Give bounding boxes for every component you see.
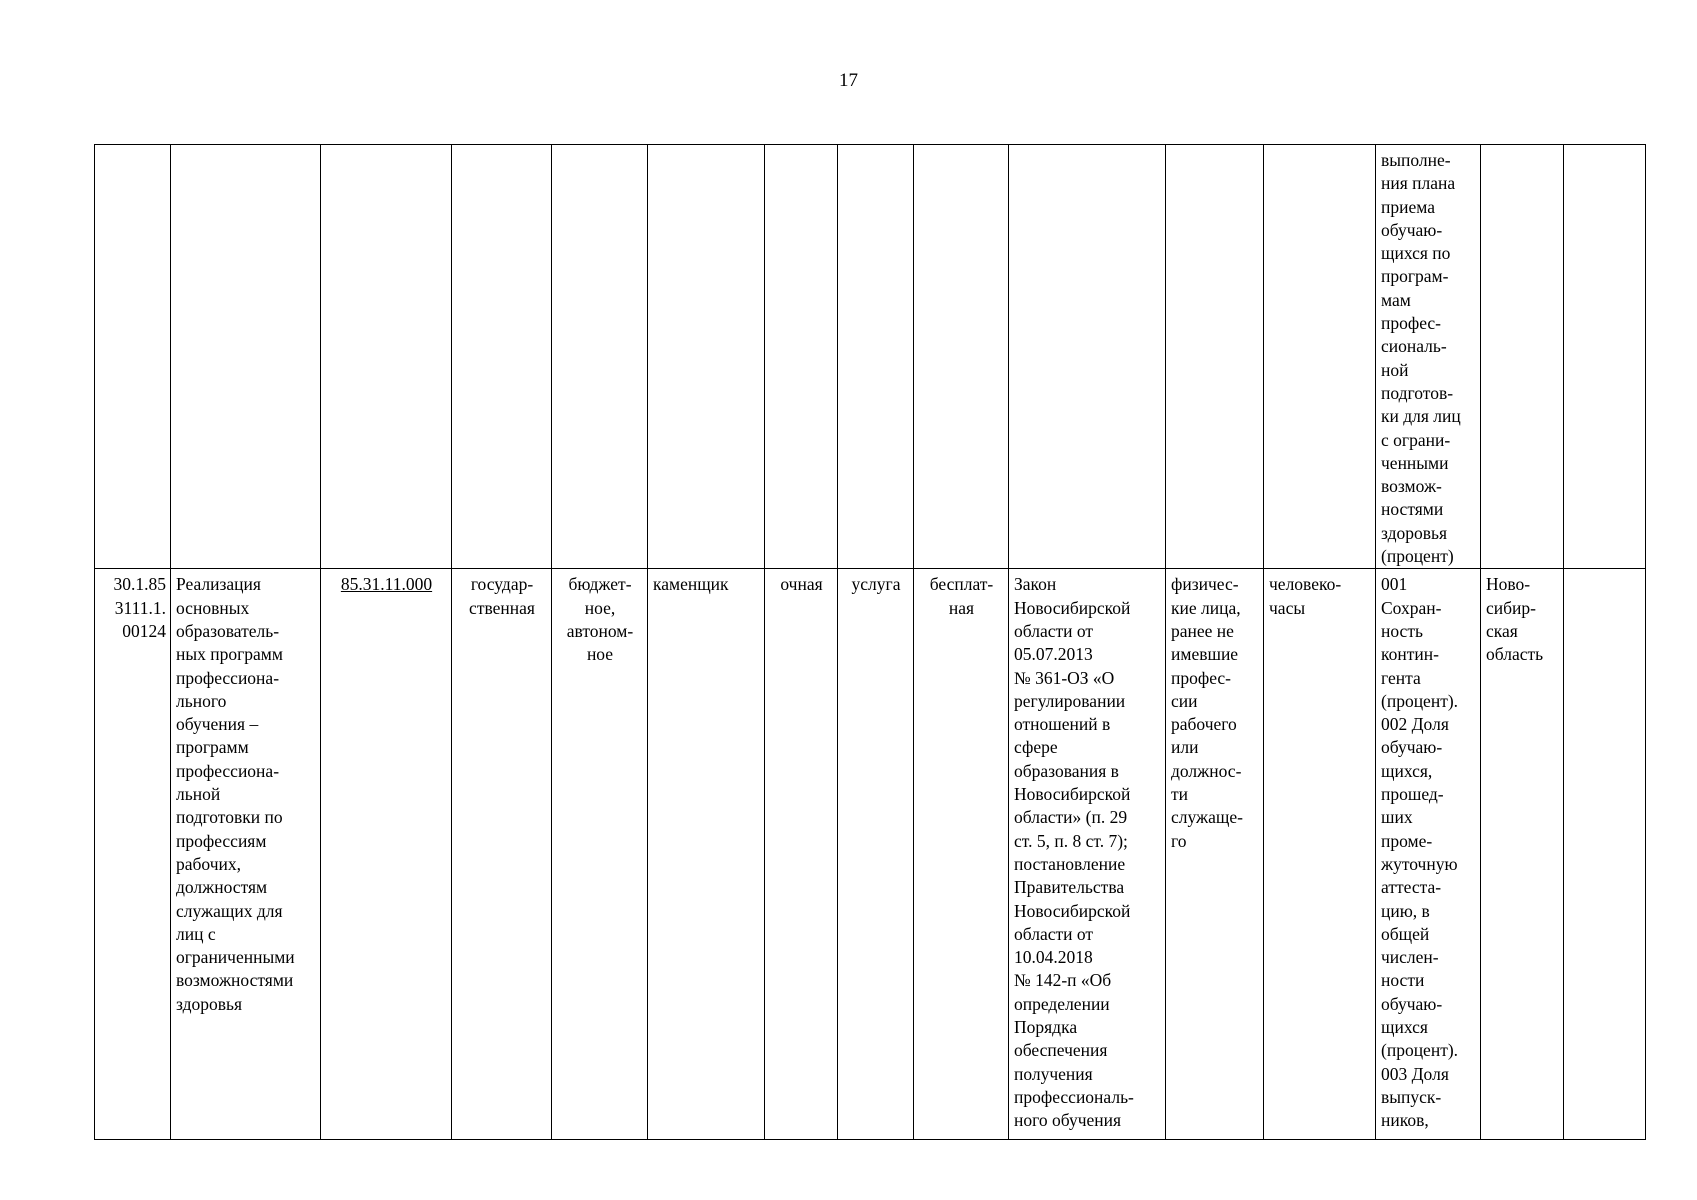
- cell-institution-type: [552, 145, 648, 569]
- cell-name: [171, 145, 321, 569]
- cell-region: Ново- сибир- ская область: [1481, 569, 1564, 1140]
- table-row-main: [95, 569, 1646, 1140]
- cell-form: [765, 145, 838, 569]
- cell-code: 30.1.85 3111.1. 00124: [95, 569, 171, 1140]
- cell-note: [1564, 569, 1646, 1140]
- cell-unit: [1264, 145, 1376, 569]
- cell-okved: [321, 145, 452, 569]
- cell-ownership: государ- ственная: [452, 569, 552, 1140]
- cell-okved: [321, 569, 452, 1140]
- cell-legal-basis: [1009, 145, 1166, 569]
- cell-consumers: [1166, 145, 1264, 569]
- cell-form: очная: [765, 569, 838, 1140]
- cell-indicators: 001 Сохран- ность контин- гента (процент). 002 Доля обучаю- щихся, прошед- ших проме- жуточную аттеста- цию, в общей числен- ности обучаю- щихся (процент). 003 Доля выпуск- ников,: [1376, 569, 1481, 1140]
- cell-payment: бесплат- ная: [914, 569, 1009, 1140]
- registry-table: [94, 144, 1646, 1140]
- cell-code: [95, 145, 171, 569]
- cell-ownership: [452, 145, 552, 569]
- cell-note: [1564, 145, 1646, 569]
- okved-link[interactable]: 85.31.11.000: [340, 574, 433, 595]
- page-number: 17: [839, 70, 858, 91]
- cell-kind: услуга: [838, 569, 914, 1140]
- cell-unit: человеко- часы: [1264, 569, 1376, 1140]
- cell-kind: [838, 145, 914, 569]
- table-row-continued: [95, 145, 1646, 569]
- cell-consumers: физичес- кие лица, ранее не имевшие профес- сии рабочего или должнос- ти служаще- го: [1166, 569, 1264, 1140]
- cell-region: [1481, 145, 1564, 569]
- cell-institution-type: бюджет- ное, автоном- ное: [552, 569, 648, 1140]
- cell-legal-basis: Закон Новосибирской области от 05.07.2013 № 361-ОЗ «О регулировании отношений в сфере образования в Новосибирской области» (п. 29 ст. 5, п. 8 ст. 7); постановление Правительства Новосибирской области от 10.04.2018 № 142-п «Об определении Порядка обеспечения получения профессиональ- ного обучения: [1009, 569, 1166, 1140]
- cell-profession: каменщик: [648, 569, 765, 1140]
- cell-name: Реализация основных образователь- ных программ профессиона- льного обучения – программ профессиона- льной подготовки по профессиям рабочих, должностям служащих для лиц с ограниченными возможностями здоровья: [171, 569, 321, 1140]
- cell-indicators: выполне- ния плана приема обучаю- щихся по програм- мам профес- сиональ- ной подготов- ки для лиц с ограни- ченными возмож- ностями здоровья (процент): [1376, 145, 1481, 569]
- cell-payment: [914, 145, 1009, 569]
- cell-profession: [648, 145, 765, 569]
